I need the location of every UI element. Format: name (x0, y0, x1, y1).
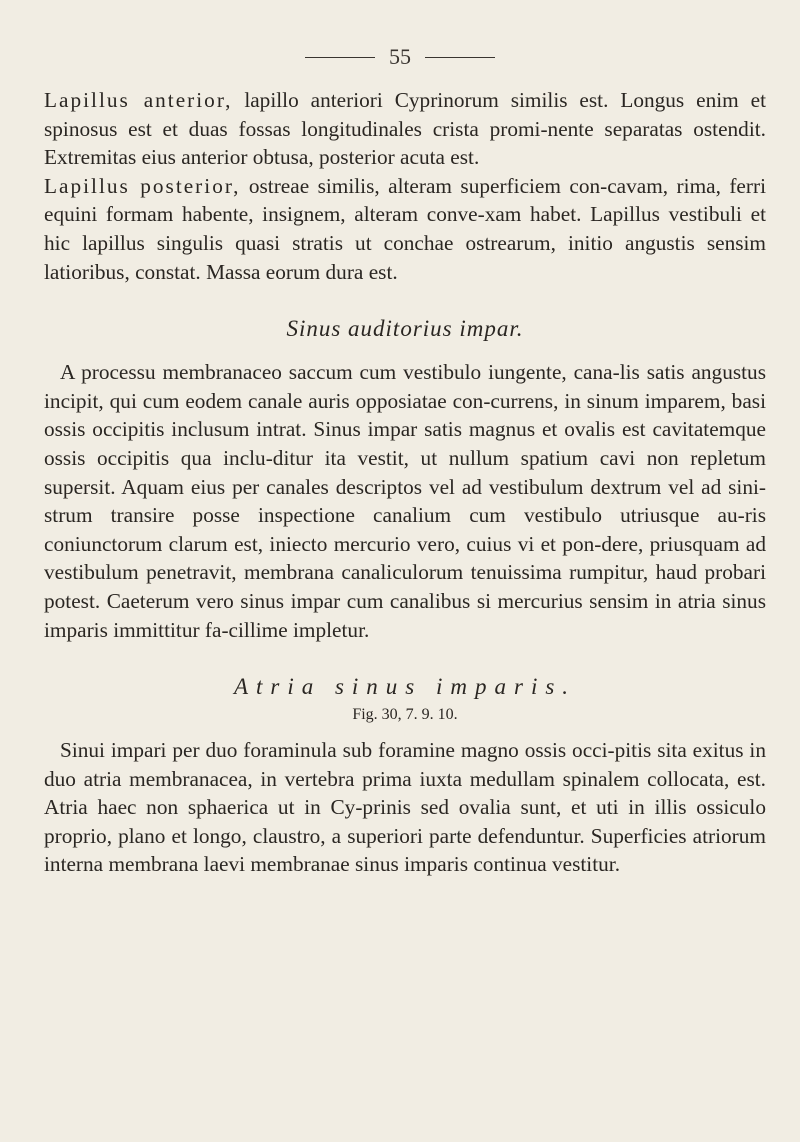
paragraph-lapillus-posterior (44, 172, 766, 286)
page-number: 55 (389, 44, 411, 69)
paragraph-lapillus-anterior (44, 86, 766, 172)
header-rule-right (425, 57, 495, 58)
paragraph-lead: Lapillus posterior, (44, 173, 241, 198)
paragraph-text: ostreae similis, alteram superficiem con-cavam, rima, ferri equini formam habente, insignem, alteram conve-xam habet. Lapillus vestibuli et hic lapillus singulis quasi stratis ut conchae ostrearum, initio angustis sensim latioribus, constat. Massa eorum dura est. (44, 173, 766, 284)
paragraph-sinus-auditorius: A processu membranaceo saccum cum vestibulo iungente, cana-lis satis angustus incipit, qui cum eodem canale auris opposiatae con-currens, in sinum imparem, basi ossis occipitis inclusum intrat. Sinus impar satis magnus et ovalis est cavitatemque ossis occipitis qua inclu-ditur ita vestit, ut nullum spatium cavi non repletum supersit. Aquam eius per canales descriptos vel ad vestibulum dextrum vel ad sini-strum transire posse inspectione canalium cum vestibulo utriusque au-ris coniunctorum clarum est, iniecto mercurio vero, cuius vi et pon-dere, priusquam ad vestibulum penetravit, membrana canaliculorum tenuissima rumpitur, haud probari potest. Caeterum vero sinus impar cum canalibus si mercurius sensim in atria sinus imparis immittitur fa-cillime impletur. (44, 360, 766, 642)
paragraph-text: lapillo anteriori Cyprinorum similis est. Longus enim et spinosus est et duas fossas longitudinales crista promi-nente separatas ostendit. Extremitas eius anterior obtusa, posterior acuta est. (44, 88, 766, 170)
section-heading-sinus-auditorius: Sinus auditorius impar. (286, 316, 524, 342)
page-body (44, 86, 766, 879)
page-header (0, 46, 800, 68)
header-rule-left (305, 57, 375, 58)
paragraph-lead: Lapillus anterior, (44, 88, 233, 112)
paragraph-atria-sinus: Sinui impari per duo foraminula sub foramine magno ossis occi-pitis sita exitus in duo atria membranacea, in vertebra prima iuxta medullam spinalem collocata, est. Atria haec non sphaerica ut in Cy-prinis sed ovalia sunt, et uti in illis ossiculo proprio, plano et longo, claustro, a superiori parte defenduntur. Superficies atriorum interna membrana laevi membranae sinus imparis continua vestitur. (44, 738, 766, 877)
section-heading-atria-sinus: Atria sinus imparis. (233, 674, 577, 700)
figure-reference: Fig. 30, 7. 9. 10. (352, 706, 458, 724)
